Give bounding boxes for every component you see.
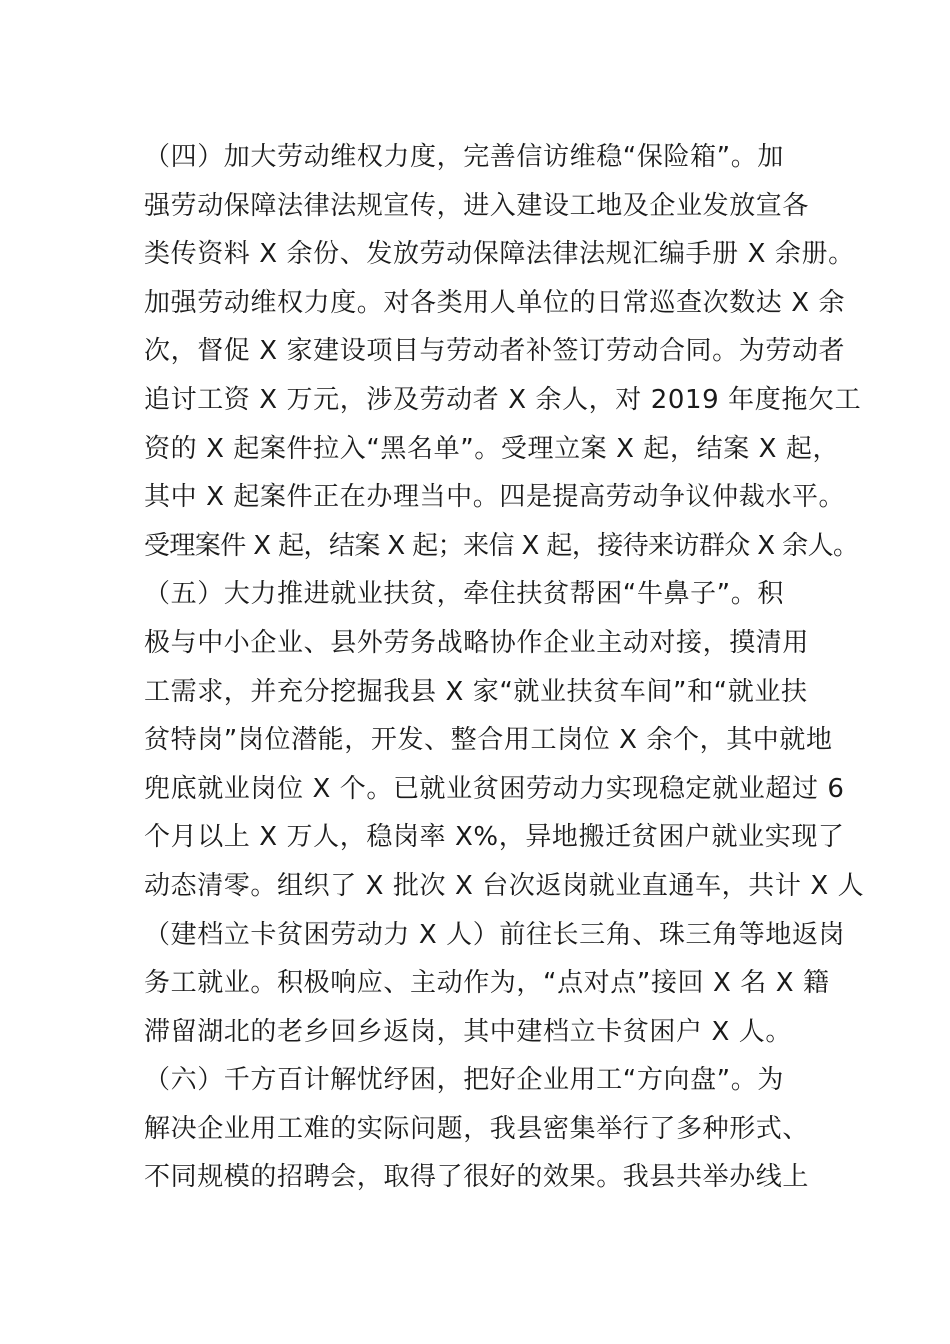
text-line: 加强劳动维权力度。对各类用人单位的日常巡查次数达 X 余	[144, 287, 846, 318]
text-line: 兜底就业岗位 X 个。已就业贫困劳动力实现稳定就业超过 6	[144, 773, 845, 804]
text-line: 类传资料 X 余份、发放劳动保障法律法规汇编手册 X 余册。	[144, 239, 855, 270]
text-line: 解决企业用工难的实际问题，我县密集举行了多种形式、	[144, 1113, 810, 1144]
document-body	[144, 133, 865, 1202]
text-line: （六）千方百计解忧纾困，把好企业用工“方向盘”。为	[144, 1065, 784, 1096]
text-line: （四）加大劳动维权力度，完善信访维稳“保险箱”。加	[144, 142, 784, 172]
text-line: 追讨工资 X 万元，涉及劳动者 X 余人，对 2019 年度拖欠工	[144, 384, 862, 415]
text-line: 工需求，并充分挖掘我县 X 家“就业扶贫车间”和“就业扶	[144, 676, 808, 707]
text-line: 滞留湖北的老乡回乡返岗，其中建档立卡贫困户 X 人。	[144, 1016, 792, 1047]
text-line: 不同规模的招聘会，取得了很好的效果。我县共举办线上	[144, 1162, 810, 1193]
text-line: 次，督促 X 家建设项目与劳动者补签订劳动合同。为劳动者	[144, 336, 846, 367]
text-line: 个月以上 X 万人，稳岗率 X%，异地搬迁贫困户就业实现了	[144, 822, 845, 853]
text-line: 强劳动保障法律法规宣传，进入建设工地及企业发放宣各	[144, 190, 810, 221]
text-line: 其中 X 起案件正在办理当中。四是提高劳动争议仲裁水平。	[144, 482, 846, 513]
text-line: 贫特岗”岗位潜能，开发、整合用工岗位 X 余个，其中就地	[144, 725, 833, 756]
text-line: （建档立卡贫困劳动力 X 人）前往长三角、珠三角等地返岗	[144, 919, 846, 950]
text-line: 极与中小企业、县外劳务战略协作企业主动对接，摸清用	[144, 627, 810, 658]
text-line: （五）大力推进就业扶贫，牵住扶贫帮困“牛鼻子”。积	[144, 579, 784, 610]
text-line: 资的 X 起案件拉入“黑名单”。受理立案 X 起，结案 X 起，	[144, 433, 840, 464]
text-line: 务工就业。积极响应、主动作为，“点对点”接回 X 名 X 籍	[144, 968, 830, 999]
text-line: 动态清零。组织了 X 批次 X 台次返岗就业直通车，共计 X 人	[144, 870, 865, 901]
text-line: 受理案件 X 起，结案 X 起；来信 X 起，接待来访群众 X 余人。	[144, 530, 859, 561]
